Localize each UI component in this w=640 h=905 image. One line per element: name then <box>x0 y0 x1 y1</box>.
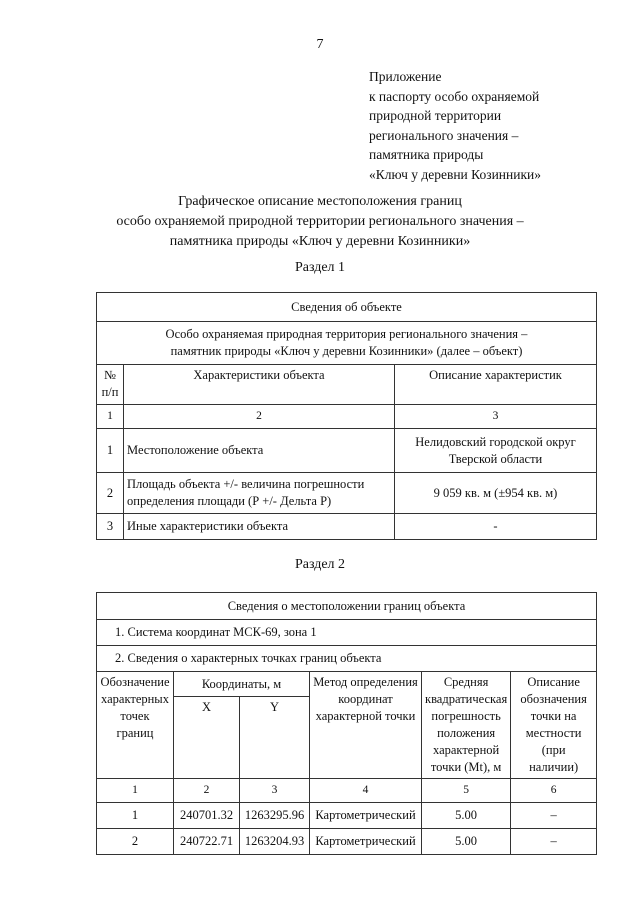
col-number-header <box>97 365 124 405</box>
header-line: точки (Mt), м <box>430 760 502 774</box>
row-characteristic <box>124 473 395 514</box>
header-line: квадратическая <box>425 692 508 706</box>
row-value <box>395 429 597 473</box>
col-coordinates-header: Координаты, м <box>174 672 310 697</box>
col-num-cell: 1 <box>97 405 124 429</box>
appendix-line: «Ключ у деревни Козинники» <box>369 166 541 182</box>
coordinate-system: 1. Система координат МСК-69, зона 1 <box>97 620 597 646</box>
header-line: (при <box>541 743 566 757</box>
object-line: Особо охраняемая природная территория регионального значения – <box>165 327 528 341</box>
row-number: 2 <box>97 473 124 514</box>
page-number: 7 <box>316 37 324 52</box>
title-line: памятника природы «Ключ у деревни Козинники» <box>169 234 471 249</box>
section-1-label: Раздел 1 <box>294 260 346 275</box>
title-line: особо охраняемой природной территории регионального значения – <box>116 214 524 229</box>
row-number: 3 <box>97 514 124 540</box>
row-characteristic-line: определения площади (Р +/- Дельта Р) <box>127 494 332 508</box>
row-value-line: Тверской области <box>448 451 543 466</box>
table-row <box>97 429 597 473</box>
point-description: – <box>511 829 597 855</box>
section-1-table <box>96 292 597 540</box>
col-num-cell: 4 <box>310 779 422 803</box>
point-y: 1263295.96 <box>240 803 310 829</box>
header-line: Обозначение <box>100 675 170 689</box>
point-error: 5.00 <box>422 829 511 855</box>
col-number-line: № <box>104 368 116 382</box>
table-header: Сведения о местоположении границ объекта <box>97 593 597 620</box>
header-line: положения <box>437 726 496 740</box>
row-value: - <box>395 514 597 540</box>
point-y: 1263204.93 <box>240 829 310 855</box>
row-value-line: Нелидовский городской округ <box>415 434 576 449</box>
header-line: координат <box>338 692 393 706</box>
col-point-header <box>97 672 174 779</box>
points-header: 2. Сведения о характерных точках границ объекта <box>97 646 597 672</box>
appendix-line: природной территории <box>369 108 502 123</box>
col-num-cell: 3 <box>240 779 310 803</box>
point-method: Картометрический <box>310 829 422 855</box>
point-description: – <box>511 803 597 829</box>
appendix-line: регионального значения – <box>369 127 519 143</box>
document-title <box>60 192 580 252</box>
row-value: 9 059 кв. м (±954 кв. м) <box>395 473 597 514</box>
appendix-line: памятника природы <box>369 147 484 162</box>
header-line: точек <box>120 709 150 723</box>
header-line: точки на <box>530 709 577 723</box>
header-line: Средняя <box>443 675 489 689</box>
appendix-line: Приложение <box>369 69 442 84</box>
col-y-header: Y <box>240 697 310 779</box>
point-x: 240722.71 <box>174 829 240 855</box>
point-method: Картометрический <box>310 803 422 829</box>
col-num-cell: 2 <box>124 405 395 429</box>
appendix-block <box>369 67 541 184</box>
col-x-header: X <box>174 697 240 779</box>
table-header: Сведения об объекте <box>97 293 597 322</box>
row-characteristic: Иные характеристики объекта <box>124 514 395 540</box>
header-line: наличии) <box>529 760 579 774</box>
row-number: 1 <box>97 429 124 473</box>
point-error: 5.00 <box>422 803 511 829</box>
header-line: Описание <box>527 675 580 689</box>
header-line: характерной <box>433 743 500 757</box>
header-line: Метод определения <box>313 675 418 689</box>
row-characteristic-line: Площадь объекта +/- величина погрешности <box>127 477 365 491</box>
col-description-header <box>511 672 597 779</box>
section-2-label: Раздел 2 <box>294 557 346 572</box>
table-row <box>97 829 597 855</box>
col-method-header <box>310 672 422 779</box>
object-name <box>97 322 597 365</box>
point-id: 1 <box>97 803 174 829</box>
col-description-header: Описание характеристик <box>395 365 597 405</box>
header-line: местности <box>525 726 582 740</box>
col-num-cell: 2 <box>174 779 240 803</box>
col-characteristics-header: Характеристики объекта <box>124 365 395 405</box>
header-line: характерных <box>101 692 169 706</box>
col-num-cell: 1 <box>97 779 174 803</box>
col-error-header <box>422 672 511 779</box>
col-num-cell: 5 <box>422 779 511 803</box>
section-2-table <box>96 592 597 855</box>
point-id: 2 <box>97 829 174 855</box>
appendix-line: к паспорту особо охраняемой <box>369 88 540 104</box>
table-row <box>97 473 597 514</box>
table-row <box>97 803 597 829</box>
point-x: 240701.32 <box>174 803 240 829</box>
header-line: границ <box>116 726 154 740</box>
table-row <box>97 514 597 540</box>
col-num-cell: 6 <box>511 779 597 803</box>
header-line: погрешность <box>431 709 501 723</box>
col-num-cell: 3 <box>395 405 597 429</box>
object-line: памятник природы «Ключ у деревни Козинники» (далее – объект) <box>170 344 523 358</box>
row-characteristic: Местоположение объекта <box>124 429 395 473</box>
col-number-line: п/п <box>101 385 119 399</box>
header-line: обозначения <box>520 692 587 706</box>
header-line: характерной точки <box>315 709 416 723</box>
title-line: Графическое описание местоположения границ <box>178 194 462 209</box>
